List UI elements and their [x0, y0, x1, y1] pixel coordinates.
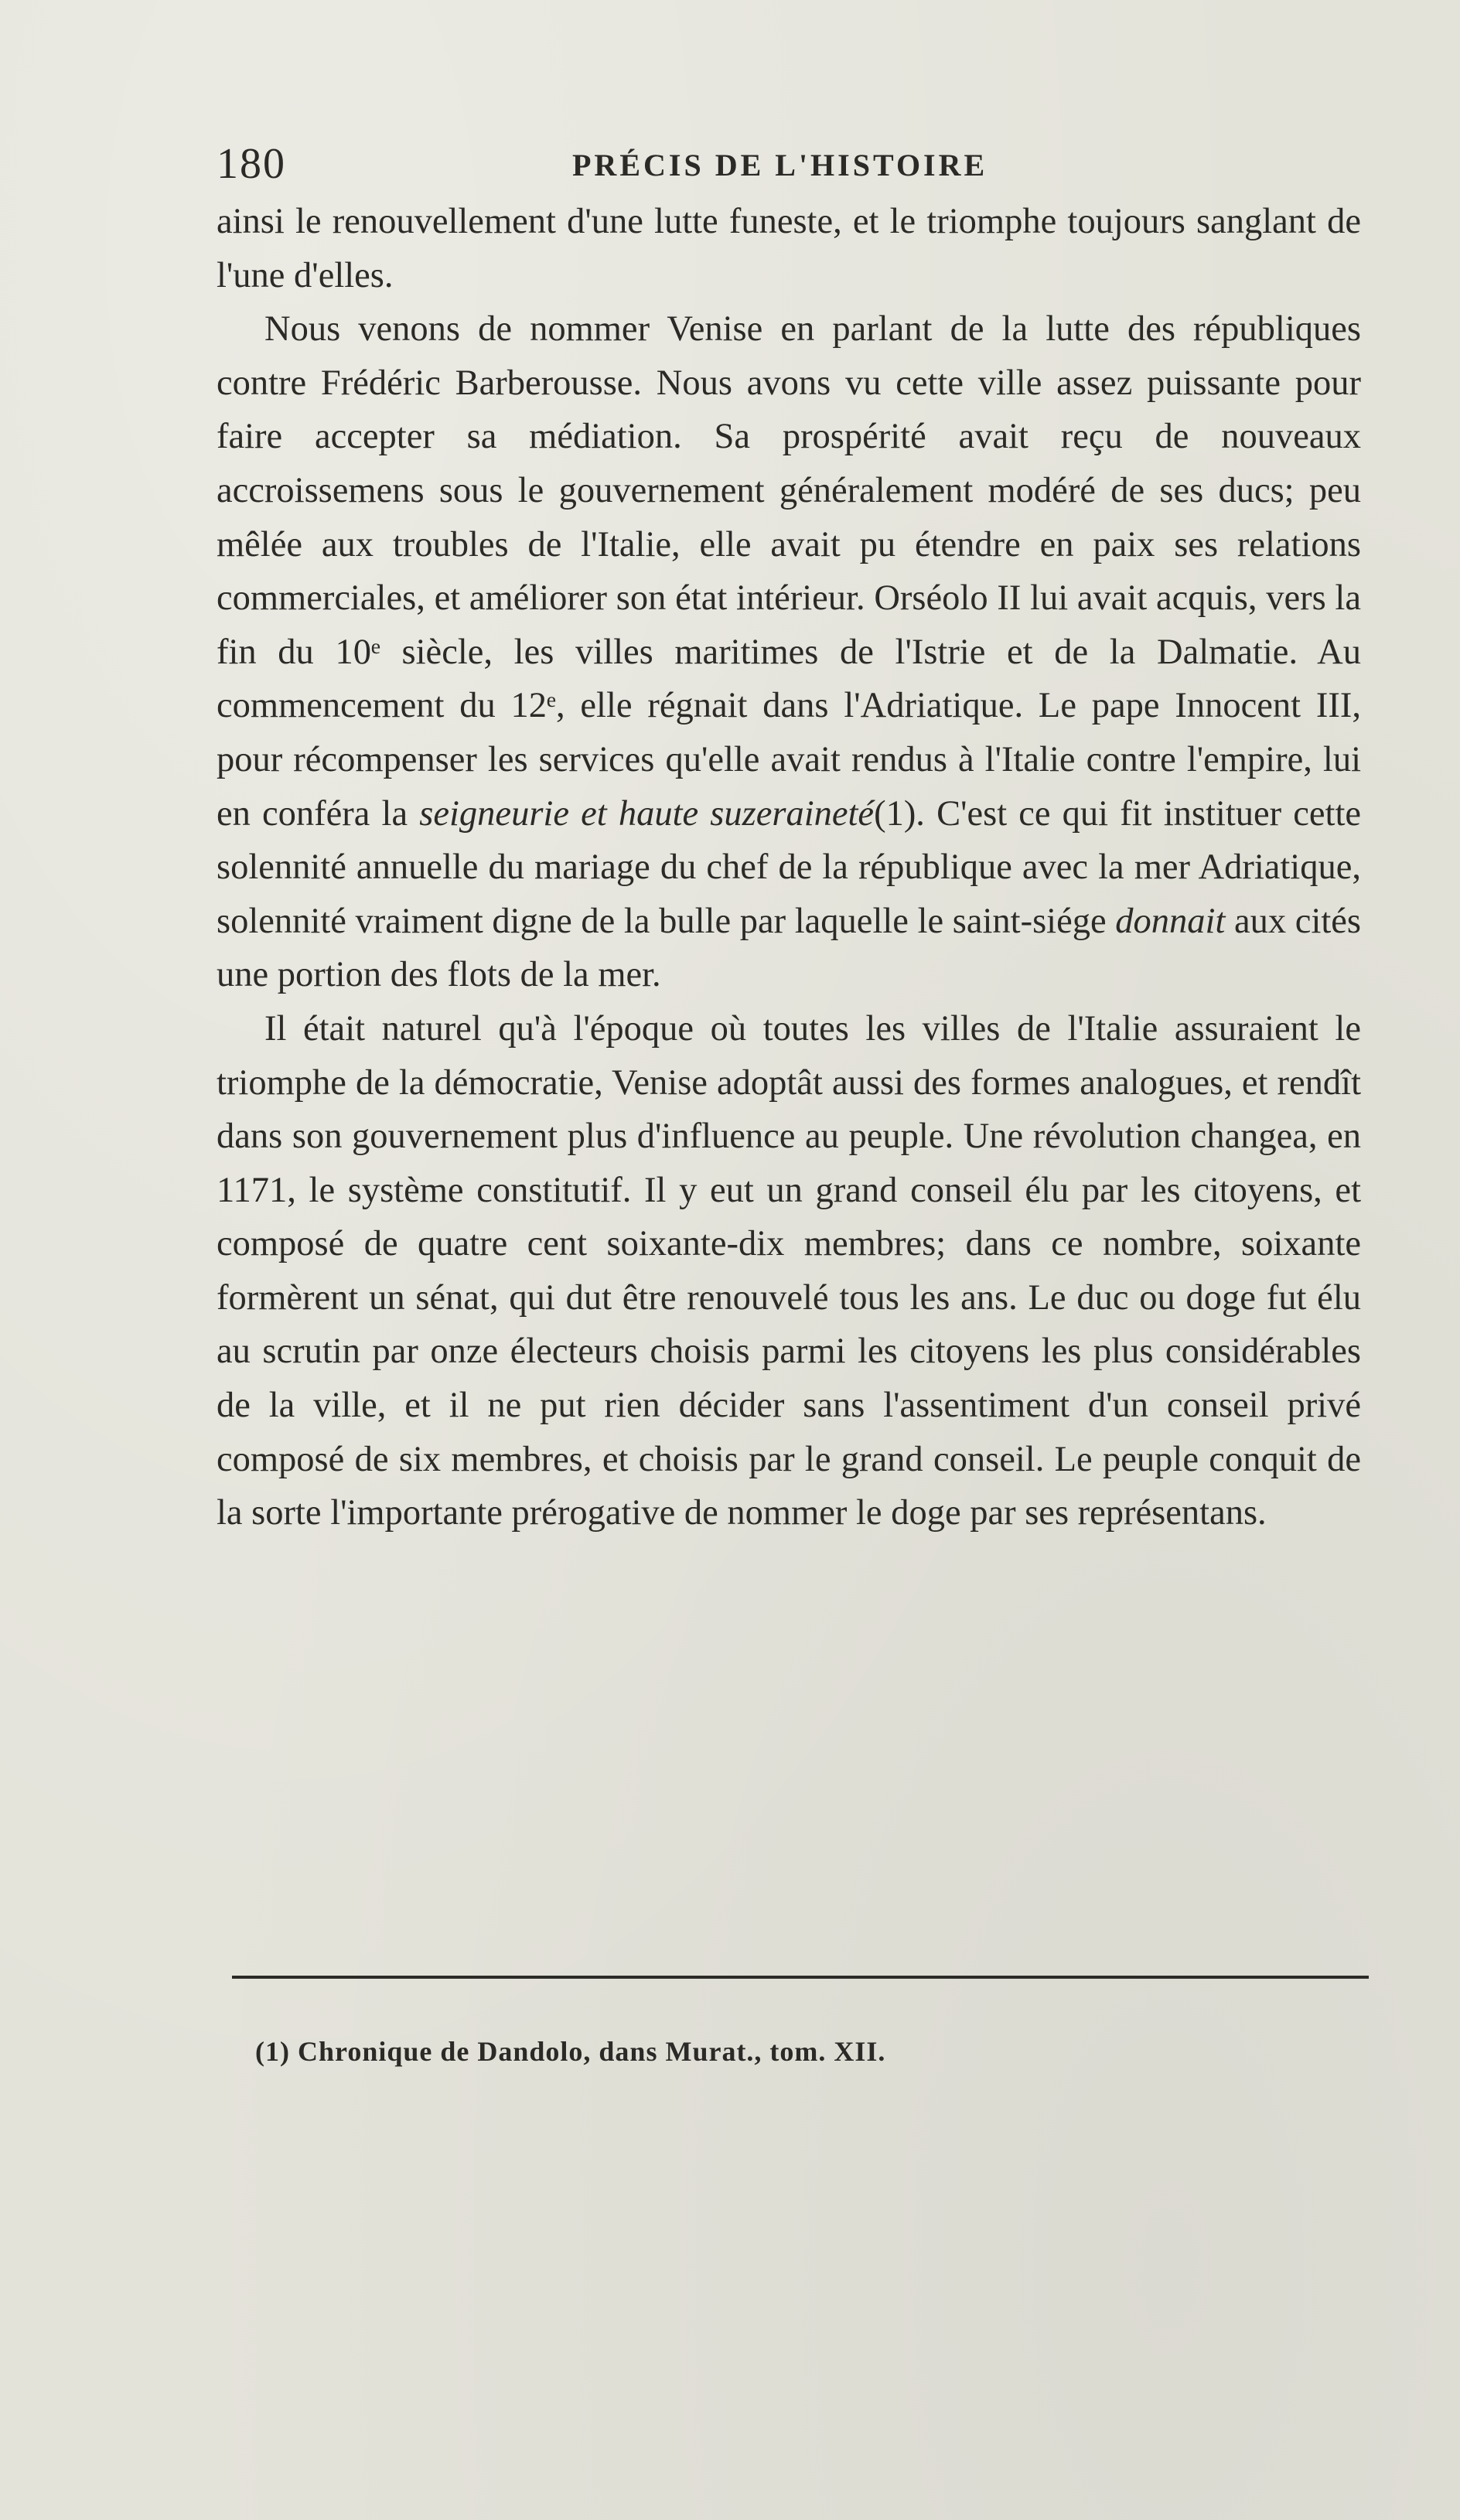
paragraph-venise — [217, 302, 1361, 1002]
italic-seigneurie: seigneurie et haute suzeraineté — [419, 793, 875, 834]
paragraph-1-text: ainsi le renouvellement d'une lutte funeste, et le triomphe toujours sanglant de l'une d'elles. — [217, 202, 1361, 295]
paragraph-2-text-c: aux cités une portion des flots de la mer. — [217, 901, 1362, 995]
page-number: 180 — [217, 140, 286, 188]
page-header — [217, 139, 1384, 193]
paragraph-2-text-b: (1). C'est ce qui fit instituer cette solennité annuelle du mariage du chef de la république avec la mer Adriatique, solennité vraiment digne de la bulle par laquelle le saint-siége — [217, 793, 1362, 941]
running-head: PRÉCIS DE L'HISTOIRE — [572, 148, 988, 182]
footnote-divider — [232, 1976, 1369, 1979]
paragraph-revolution — [217, 1002, 1361, 1540]
paragraph-3-text: Il était naturel qu'à l'époque où toutes les villes de l'Italie assuraient le triomphe de la démocratie, Venise adoptât aussi des formes analogues, et rendît dans son gouvernement plus d'influence au peuple. Une révolution changea, en 1171, le système constitutif. Il y eut un grand conseil élu par les citoyens, et composé de quatre cent soixante-dix membres; dans ce nombre, soixante formèrent un sénat, qui dut être renouvelé tous les ans. Le duc ou doge fut élu au scrutin par onze électeurs choisis parmi les citoyens les plus considérables de la ville, et il ne put rien décider sans l'assentiment d'un conseil privé composé de six membres, et choisis par le grand conseil. Le peuple conquit de la sorte l'importante prérogative de nommer le doge par ses représentans. — [217, 1008, 1361, 1533]
main-text — [217, 195, 1361, 1540]
paragraph-2-text-a: Nous venons de nommer Venise en parlant de la lutte des républiques contre Frédéric Barberousse. Nous avons vu cette ville assez puissante pour faire accepter sa médiation. Sa prospérité avait reçu de nouveaux accroissemens sous le gouvernement généralement modéré de ses ducs; peu mêlée aux troubles de l'Italie, elle avait pu étendre en paix ses relations commerciales, et améliorer son état intérieur. Orséolo II lui avait acquis, vers la fin du 10ᵉ siècle, les villes maritimes de l'Istrie et de la Dalmatie. Au commencement du 12ᵉ, elle régnait dans l'Adriatique. Le pape Innocent III, pour récompenser les services qu'elle avait rendus à l'Italie contre l'empire, lui en conféra la — [217, 309, 1361, 834]
footnote: (1) Chronique de Dandolo, dans Murat., tom. XII. — [255, 2036, 886, 2067]
italic-donnait: donnait — [1115, 901, 1226, 941]
paragraph-continuation — [217, 195, 1361, 302]
